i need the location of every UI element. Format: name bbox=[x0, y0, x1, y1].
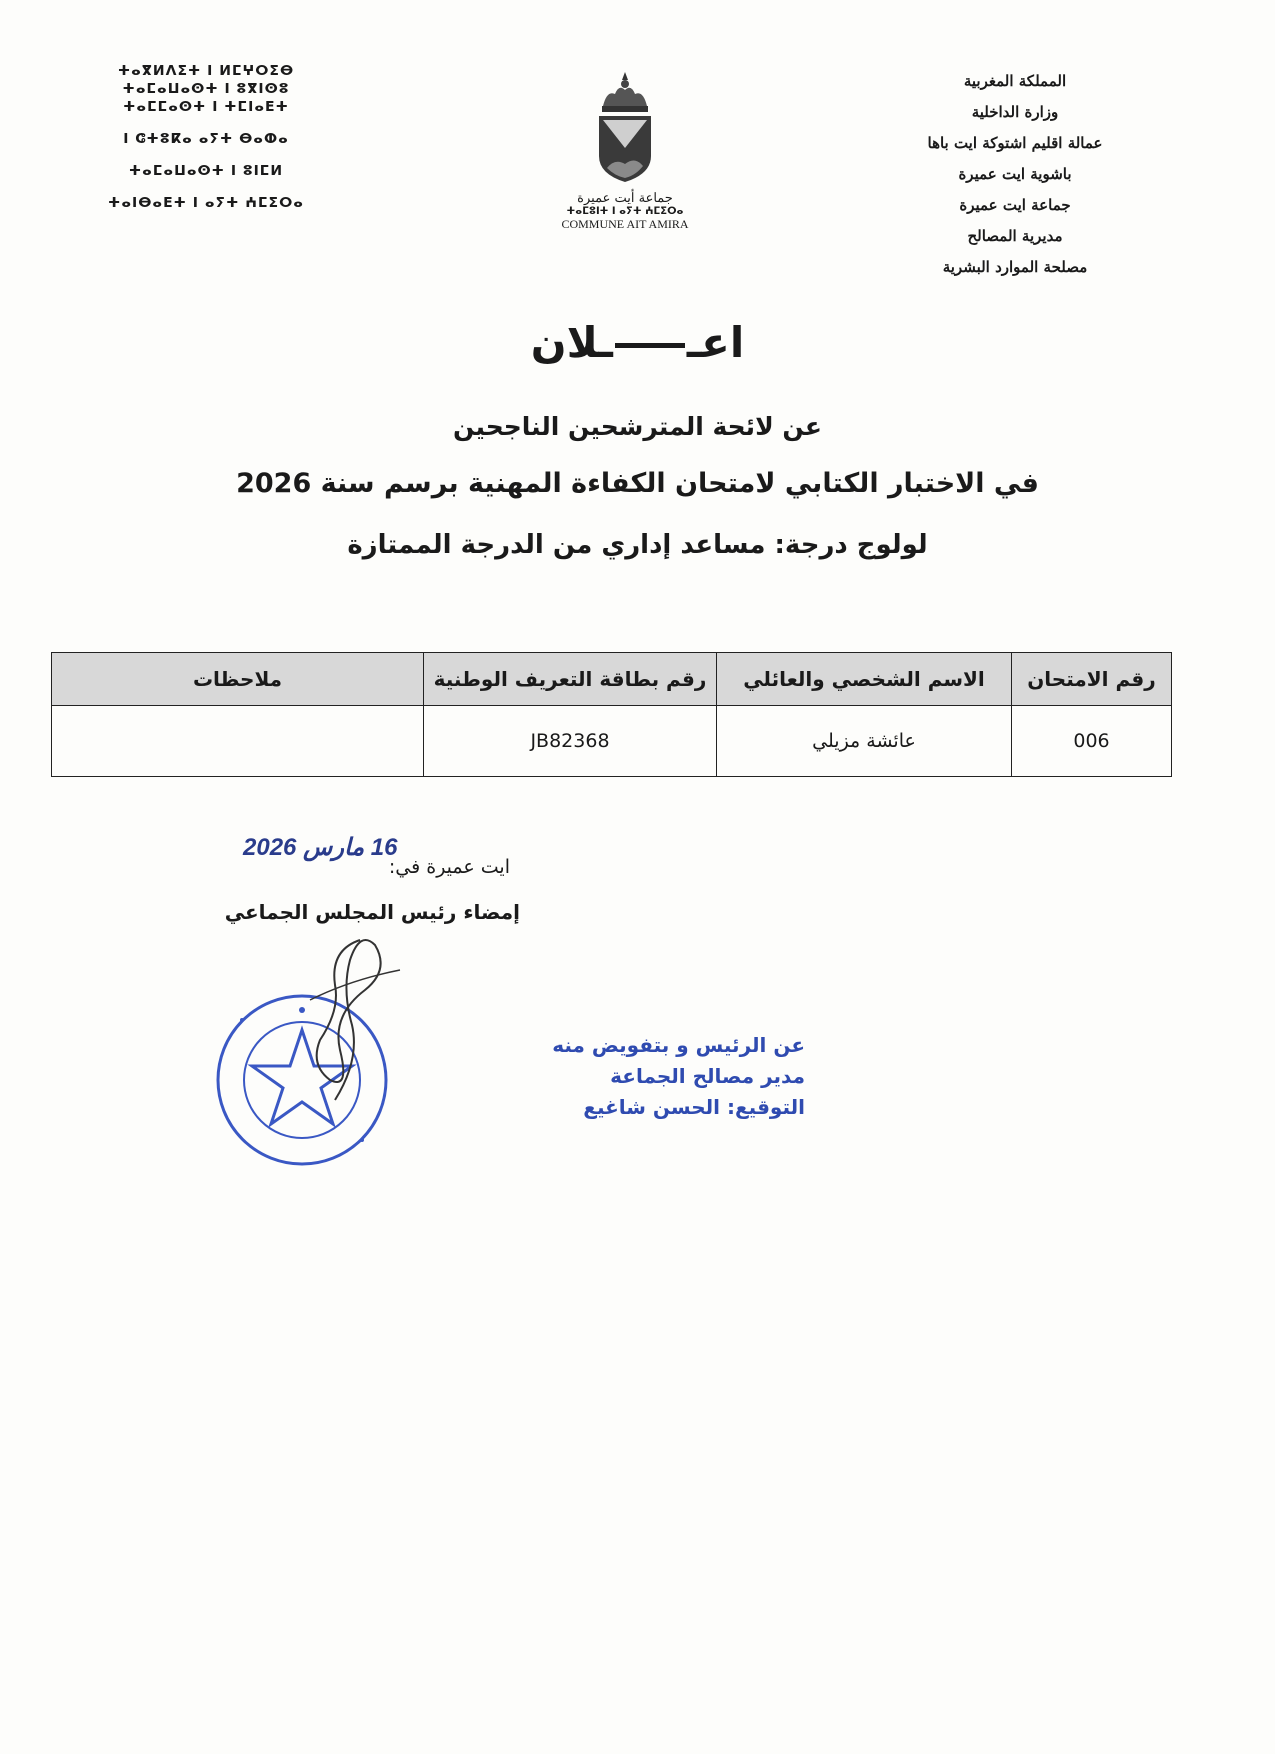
header-tz-line: ⵜⴰⵎⴰⵡⴰⵙⵜ ⵏ ⵓⵏⵎⵍ bbox=[128, 163, 284, 179]
emblem-french-name: COMMUNE AIT AMIRA bbox=[561, 217, 689, 231]
stamp-line: التوقيع: الحسن شاغيع bbox=[583, 1095, 805, 1119]
header-tifinagh bbox=[96, 62, 316, 212]
header-ar-line: مصلحة الموارد البشرية bbox=[942, 258, 1088, 276]
col-exam-number: رقم الامتحان bbox=[1012, 653, 1172, 706]
commune-emblem bbox=[550, 70, 700, 232]
title-kashida bbox=[615, 343, 685, 348]
col-national-id: رقم بطاقة التعريف الوطنية bbox=[424, 653, 717, 706]
col-notes: ملاحظات bbox=[52, 653, 424, 706]
header-arabic bbox=[885, 66, 1145, 283]
cell-full-name: عائشة مزيلي bbox=[717, 706, 1012, 777]
header-ar-line: باشوية ايت عميرة bbox=[958, 165, 1072, 183]
header-tz-line: ⵜⴰⵏⴱⴰⴹⵜ ⵏ ⴰⵢⵜ ⵄⵎⵉⵔⴰ bbox=[108, 195, 304, 211]
cell-national-id: JB82368 bbox=[424, 706, 717, 777]
subtitle-list: عن لائحة المترشحين الناجحين bbox=[453, 412, 822, 441]
place-label: ايت عميرة في: bbox=[388, 856, 510, 878]
header-ar-line: وزارة الداخلية bbox=[971, 103, 1059, 121]
crown-shield-icon bbox=[585, 70, 665, 185]
handwritten-signature bbox=[290, 930, 420, 1120]
col-full-name: الاسم الشخصي والعائلي bbox=[717, 653, 1012, 706]
header-tz-line: ⵏ ⵛⵜⵓⴽⴰ ⴰⵢⵜ ⴱⴰⵀⴰ bbox=[123, 131, 289, 147]
subtitle-exam: في الاختبار الكتابي لامتحان الكفاءة المهنية برسم سنة 2026 bbox=[236, 468, 1039, 499]
header-tz-line: ⵜⴰⵎⵎⴰⵙⵜ ⵏ ⵜⵎⵏⴰⴹⵜ bbox=[123, 99, 289, 115]
header-ar-line: عمالة اقليم اشتوكة ايت باها bbox=[927, 134, 1103, 152]
subtitle-grade: لولوج درجة: مساعد إداري من الدرجة الممتازة bbox=[347, 530, 928, 560]
header-ar-line: المملكة المغربية bbox=[963, 72, 1067, 90]
stamp-line: عن الرئيس و بتفويض منه bbox=[552, 1033, 805, 1057]
signer-label: إمضاء رئيس المجلس الجماعي bbox=[224, 900, 520, 924]
cell-exam-number: 006 bbox=[1012, 706, 1172, 777]
table-row bbox=[52, 706, 1172, 777]
stamp-line: مدير مصالح الجماعة bbox=[610, 1064, 805, 1088]
emblem-tifinagh-name: ⵜⴰⵎⵓⵏⵜ ⵏ ⴰⵢⵜ ⵄⵎⵉⵔⴰ bbox=[566, 206, 684, 217]
title-start: اعـ bbox=[686, 318, 745, 367]
cell-notes bbox=[52, 706, 424, 777]
header-tz-line: ⵜⴰⵎⴰⵡⴰⵙⵜ ⵏ ⵓⴳⵏⵙⵓ bbox=[122, 81, 290, 97]
stamp-text bbox=[475, 1030, 805, 1123]
page-title bbox=[0, 318, 1275, 367]
header-ar-line: مديرية المصالح bbox=[967, 227, 1063, 245]
header-ar-line: جماعة ايت عميرة bbox=[959, 196, 1071, 214]
table-header-row bbox=[52, 653, 1172, 706]
emblem-arabic-name: جماعة أيت عميرة bbox=[577, 191, 673, 206]
header-tz-line: ⵜⴰⴳⵍⴷⵉⵜ ⵏ ⵍⵎⵖⵔⵉⴱ bbox=[117, 63, 295, 79]
date-stamp: 16 مارس 2026 bbox=[243, 834, 398, 861]
title-end: ـلان bbox=[530, 318, 613, 367]
results-table bbox=[51, 652, 1172, 777]
